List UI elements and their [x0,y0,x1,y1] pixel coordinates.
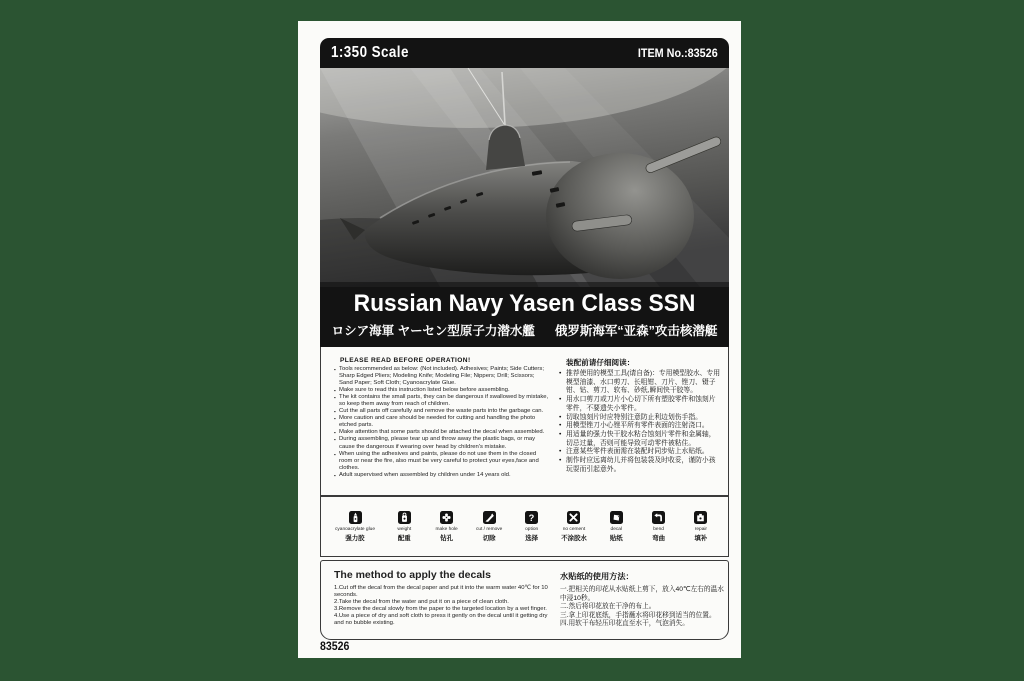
decal-method-box [320,560,729,640]
legend-label-zh: 贴纸 [609,534,623,542]
precaution-item: • 切取蚀刻片时应特别注意防止利边划伤手指。 [559,414,722,423]
legend-decal [603,511,629,542]
legend-no-cement [561,511,587,542]
decal-method-english-header: The method to apply the decals [334,569,491,581]
bend-arrow-icon [652,511,665,524]
kit-subtitle-chinese: 俄罗斯海军“亚森”攻击核潜艇 [554,324,718,338]
precaution-item: • 推荐使用的模型工具(请自备)：专用模型胶水、专用模型油漆、水口剪刀、长咀钳、刀片、锉刀、镊子钳、钻、剪刀、软布、砂纸,瞬间快干胶等。 [559,370,722,396]
legend-label-en: make hole [435,526,458,532]
decal-step: 3.Remove the decal slowly from the paper to the targeted location by a wet finger. [334,606,547,613]
precaution-item: ▪ When using the adhesives and paints, please do not use them in the closed room or near the fire, also must be very careful to protect your eyes,face and clothes. [334,451,549,472]
kit-subtitle-japanese: ロシア海軍 ヤーセン型原子力潜水艦 [331,324,535,338]
instruction-sheet-page [298,21,741,658]
scale-label: 1:350 Scale [331,44,409,61]
knife-icon [483,511,496,524]
legend-label-en: repair [694,526,708,532]
legend-bend [646,511,672,542]
decal-step: 四.用软干布轻压印花直至水干，气泡消失。 [560,620,689,628]
legend-label-zh: 弯曲 [652,534,665,542]
decal-step: 2.Take the decal from the water and put it on a piece of clean cloth. [334,599,509,606]
decal-method-english [321,561,556,639]
legend-label-zh: 配重 [397,534,411,542]
cross-x-icon [567,511,580,524]
precaution-item: ▪ The kit contains the small parts, they can be dangerous if swallowed by mistake, so keep them away from reach of children. [334,394,549,408]
decal-step: 一.把相关的印花从水贴纸上剪下，放入40℃左右的温水中浸10秒。 [560,586,724,602]
precautions-chinese-header: 装配前请仔细阅读： [566,358,635,367]
precaution-item: ▪ Tools recommended as below: (Not included). Adhesives; Paints; Side Cutters; Sharp Edged Pliers; Modeling Knife; Modeling File; Nippers; Drill; Scissors; Sand Paper; Soft Cloth; Cyanoacrylate Glue. [334,366,549,387]
precaution-item: • 用适量的强力快干胶水粘合蚀刻片零件和金属轴，切忌过量，否则可能导致可动零件被粘住。 [559,431,722,448]
legend-label-zh: 不涂胶水 [561,534,587,542]
symbol-legend-box [320,496,729,557]
precautions-english [321,347,553,495]
precaution-item: ▪ Make attention that some parts should be attached the decal when assembled. [334,429,549,436]
decal-method-chinese-steps [560,586,724,629]
legend-make-hole [434,511,460,542]
footer-item-number: 83526 [320,641,350,653]
weight-icon [398,511,411,524]
legend-label-en: option [525,526,539,532]
legend-cut-remove [476,511,502,542]
legend-label-en: bend [653,526,664,532]
decal-step: 1.Cut off the decal from the decal paper and put it into the warm water 40℃ for 10 seconds. [334,585,548,599]
precaution-item: ▪ Cut the all parts off carefully and remove the waste parts into the garbage can. [334,408,549,415]
precautions-box [320,347,729,496]
decal-step: 二.然后将印花放在干净的布上。 [560,603,656,611]
legend-option [519,511,545,542]
question-mark-icon [525,511,538,524]
kit-title: Russian Navy Yasen Class SSN [353,290,696,317]
precautions-chinese-list [559,370,722,474]
legend-label-zh: 强力胶 [345,534,365,542]
drill-hole-icon [440,511,453,524]
decal-method-english-steps [334,585,552,628]
decal-step: 三.拿上印花底纸，手指蘸水将印花移到适当的位置。 [560,611,716,619]
submarine-photo [320,68,729,287]
precaution-item: ▪ During assembling, please tear up and throw away the plastic bags, or may cause the dangerous if wearing over head by children's mistake. [334,436,549,450]
subtitle-row [320,321,729,339]
precaution-item: ▪ Adult supervised when assembled by children under 14 years old. [334,472,549,479]
item-number-label: ITEM No.:83526 [638,46,718,60]
decal-sheet-icon [610,511,623,524]
precautions-english-list [334,366,549,480]
decal-method-chinese [556,561,728,639]
header-bar [320,38,729,68]
legend-label-en: no cement [562,526,586,532]
precaution-item: • 制作时应远离幼儿并将包装袋及时收妥，谨防小孩玩耍而引起意外。 [559,457,722,474]
legend-repair [688,511,714,542]
precautions-chinese [553,347,728,495]
precaution-item: ▪ Make sure to read this instruction listed below before assembling. [334,387,549,394]
legend-label-zh: 填补 [694,534,708,542]
precaution-item: ▪ More caution and care should be needed for cutting and handling the photo etched parts. [334,415,549,429]
legend-weight [391,511,417,542]
precautions-english-header: PLEASE READ BEFORE OPERATION! [340,357,471,364]
precaution-item: • 注意某些零件表面需在装配时同步贴上水贴纸。 [559,448,722,457]
svg-text:?: ? [528,513,535,524]
repair-putty-icon [694,511,707,524]
decal-method-chinese-header: 水贴纸的使用方法： [560,572,634,581]
title-block [320,287,729,347]
decal-step: 4.Use a piece of dry and soft cloth to press it gently on the decal until it getting dry and no bubble existing. [334,613,548,627]
glue-bottle-icon [349,511,362,524]
legend-label-en: decal [610,526,623,532]
legend-label-en: cut / remove [475,526,503,532]
precaution-item: • 用水口剪刀或刀片小心切下所有塑胶零件和蚀刻片零件，不要遗失小零件。 [559,396,722,413]
submarine-illustration [320,68,729,287]
legend-label-en: cyanoacrylate glue [335,526,375,532]
legend-label-zh: 选择 [525,534,539,542]
legend-cyanoacrylate-glue [335,511,375,542]
legend-label-zh: 切除 [482,534,496,542]
legend-label-en: weight [397,526,412,532]
legend-label-zh: 钻孔 [440,534,454,542]
precaution-item: • 用模型锉刀小心锉平所有零件表面的注射浇口。 [559,422,722,431]
